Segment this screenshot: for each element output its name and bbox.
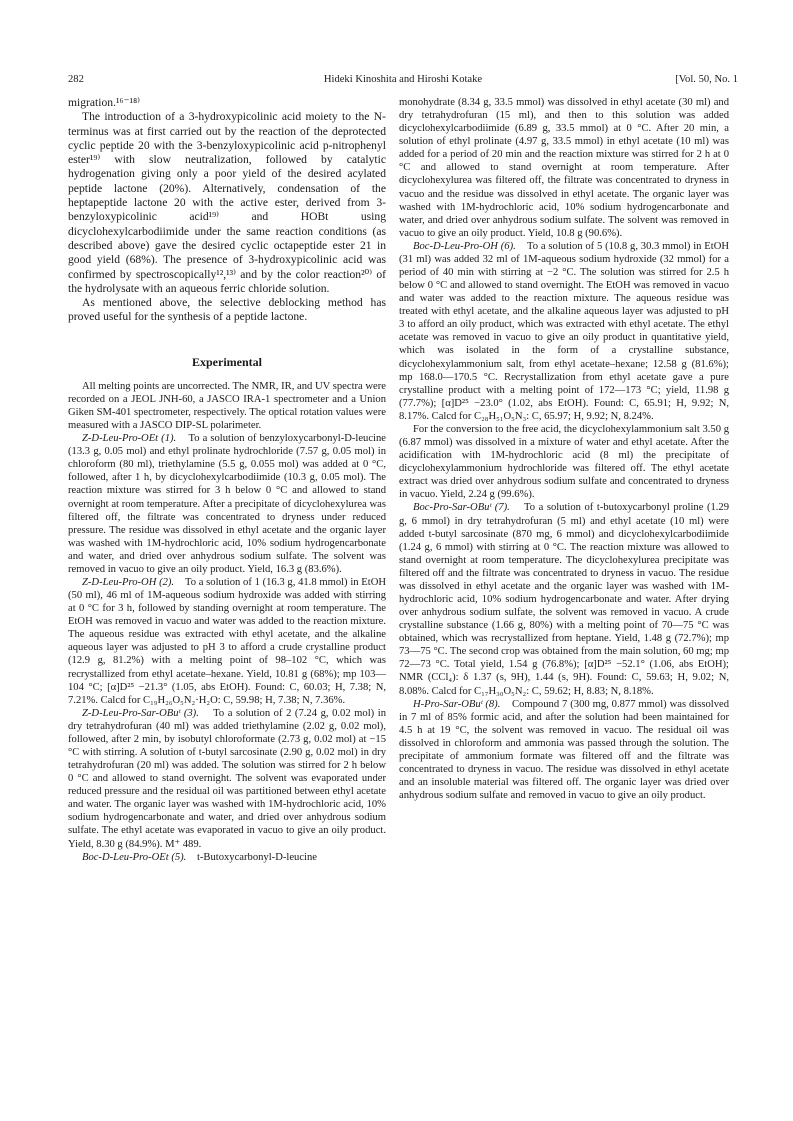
compound-1-text: To a solution of benzyloxycarbonyl-D-leucine (13.3 g, 0.05 mol) and ethyl prolinate hydrochloride (7.57 g, 0.05 mol) in chloroform (80 ml), triethylamine (5.5 g, 0.055 mol) was added at 0 °C, followed, after 1 h, by dicyclohexylcarbodiimide (10.3 g, 0.05 mol). The reaction mixture was stirred for 3 h below 0 °C and allowed to stand overnight at room temperature. After a precipitate of dicyclohexylurea was filtered off, the filtrate was concentrated to dryness under reduced pressure. The residue was dissolved in ethyl acetate and the organic layer was washed with 1M-hydrochloric acid, 10% sodium hydrogencarbonate and water, and dried over anhydrous sodium sulfate. The solvent was removed in vacuo to give an oily product. Yield, 16.3 g (83.6%). <box>68 433 386 575</box>
paragraph-free-acid-conversion: For the conversion to the free acid, the dicyclohexylammonium salt 3.50 g (6.87 mmol) was dissolved in a mixture of water and ethyl acetate. After the acidification with 1M-hydrochloric acid (8 ml) the precipitate of dicyclohexylammonium hydrochloride was filtered off. The ethyl acetate extract was dried over anhydrous sodium sulfate and concentrated to dryness in vacuo. Yield, 2.24 g (99.6%). <box>399 423 729 501</box>
compound-3-text: To a solution of 2 (7.24 g, 0.02 mol) in dry tetrahydrofuran (40 ml) was added triethylamine (2.02 g, 0.02 mol), followed, after 2 min, by isobutyl chloroformate (2.73 g, 0.02 mol) at −15 °C with stirring. A solution of t-butyl sarcosinate (2.90 g, 0.02 mol) in dry tetrahydrofuran (20 ml) was added. The solution was stirred for 2 h below 0 °C and allowed to stand overnight. The solvent was evaporated under reduced pressure and the residual oil was partitioned between ethyl acetate and water. The organic layer was washed with 1M-hydrochloric acid, 10% sodium hydrogencarbonate and water, and dried over anhydrous sodium sulfate. The ethyl acetate was evaporated in vacuo to give an oily product. Yield, 8.30 g (84.9%). M⁺ 489. <box>68 707 386 850</box>
left-column <box>68 96 386 864</box>
compound-3-title: Z-D-Leu-Pro-Sar-OBuᵗ (3). <box>82 707 199 719</box>
compound-6-text: To a solution of 5 (10.8 g, 30.3 mmol) in EtOH (31 ml) was added 32 ml of 1M-aqueous sodium hydroxide (32 mmol) for a period of 40 min with stirring at −2 °C. The solution was stirred for 2.5 h below 0 °C and allowed to stand overnight. The EtOH was removed in vacuo and water was added to the reaction mixture. The aqueous residue was treated with ethyl acetate, and the alkaline aqueous layer was adjusted to pH 3 to afford an oily product, which was extracted with ethyl acetate. The ethyl acetate was removed in vacuo to give an oily product in quantitative yield, which was isolated in the form of a crystalline substance, dicyclohexylammonium salt, from ethyl acetate–hexane; 12.58 g (81.6%); mp 168.0—170.5 °C. Recrystallization from ethyl acetate gave a pure crystalline product with a melting point of 172—173 °C; yield, 11.98 g (77.7%); [α]D²⁵ −23.0° (1.02, abs EtOH). Found: C, 65.91; H, 9.92; N, 8.17%. Calcd for C₂₈H₅₁O₅N₃: C, 65.97; H, 9.92; N, 8.24%. <box>399 240 730 422</box>
compound-5-continued: monohydrate (8.34 g, 33.5 mmol) was dissolved in ethyl acetate (30 ml) and dry tetrahydrofuran (15 ml), and then to this solution was added dicyclohexylcarbodiimide (6.89 g, 33.5 mmol) at 0 °C. After 20 min, a solution of ethyl prolinate (4.97 g, 33.5 mmol) in ethyl acetate (10 ml) was added for a period of 20 min and the reaction mixture was stirred for 2 h at 0 °C and allowed to stand overnight at room temperature. After dicyclohexylurea was filtered off, the filtrate was concentrated to dryness in vacuo and the residue was dissolved in ethyl acetate. The organic layer was washed with 1M-hydrochloric acid, 10% sodium hydrogencarbonate and water, and dried over anhydrous sodium sulfate. The solvent was removed in vacuo to give an oily product. Yield, 10.8 g (90.6%). <box>399 97 729 239</box>
compound-8-text: Compound 7 (300 mg, 0.877 mmol) was dissolved in 7 ml of 85% formic acid, and after the solution had been maintained for 4.5 h at 19 °C, the solvent was removed in vacuo. The residual oil was dissolved in chloroform and ammonia was passed through the solution. The precipitate of ammonium formate was filtered off and the filtrate was concentrated to dryness in vacuo. The residue was dissolved in ethyl acetate and an insoluble material was filtered off. The organic layer was dried over anhydrous sodium sulfate and removed in vacuo to give an oily product. <box>399 698 730 802</box>
running-header <box>68 73 738 87</box>
compound-5-entry <box>68 851 386 864</box>
compound-6-title: Boc-D-Leu-Pro-OH (6). <box>413 240 516 252</box>
compound-2-text: To a solution of 1 (16.3 g, 41.8 mmol) in EtOH (50 ml), 46 ml of 1M-aqueous sodium hydroxide was added with stirring at 0 °C for 3 h, followed by standing overnight at room temperature. The EtOH was removed in vacuo and water was added to the reaction mixture. The aqueous residue was extracted with ethyl acetate, and the alkaline aqueous layer was adjusted to pH 3 to afford a crude crystalline product (12.9 g, 81.2%) with a melting point of 98–102 °C, which was recrystallized from ethyl acetate–hexane. Yield, 10.81 g (68%); mp 103—104 °C; [α]D²⁵ −21.3° (1.05, abs EtOH). Found: C, 60.03; H, 7.38; N, 7.21%. Calcd for C₁₉H₂₆O₅N₂·H₂O: C, 59.98; H, 7.38; N, 7.36%. <box>68 577 386 706</box>
paragraph-migration: migration.¹⁶⁻¹⁸⁾ <box>68 96 140 109</box>
compound-2-entry <box>68 576 386 707</box>
paragraph-general-methods: All melting points are uncorrected. The NMR, IR, and UV spectra were recorded on a JEOL JNH-60, a JASCO IRA-1 spectrometer and a Union Giken SM-401 spectrometer, respectively. The optical rotation values were measured with a JASCO DIP-SL polarimeter. <box>68 380 386 432</box>
compound-3-entry <box>68 707 386 851</box>
discussion-text <box>68 96 386 325</box>
compound-1-entry <box>68 432 386 576</box>
compound-2-title: Z-D-Leu-Pro-OH (2). <box>82 577 175 588</box>
section-heading-experimental: Experimental <box>192 354 262 369</box>
journal-volume: [Vol. 50, No. 1 <box>675 74 738 85</box>
compound-6-entry <box>399 240 729 423</box>
compound-5-title: Boc-D-Leu-Pro-OEt (5). <box>82 851 187 863</box>
page-number: 282 <box>68 74 84 85</box>
compound-5-text: t-Butoxycarbonyl-D-leucine <box>196 851 317 863</box>
running-authors: Hideki Kinoshita and Hiroshi Kotake <box>323 74 483 85</box>
compound-7-text: To a solution of t-butoxycarbonyl proline (1.29 g, 6 mmol) in dry tetrahydrofuran (5 ml) and ethyl acetate (10 ml) were added t-butyl sarcosinate (870 mg, 6 mmol) and dicyclohexylcarbodiimide (1.24 g, 6 mmol) with stirring at 0 °C. The reaction mixture was allowed to stand overnight at room temperature. The dicyclohexylurea precipitate was filtered off and the filtrate was concentrated to dryness in vacuo. The residue was dissolved in ethyl acetate and the organic layer was washed with 1M-hydrochloric acid, 10% sodium hydrogencarbonate and water. After drying over anhydrous sodium sulfate, the solvent was removed in vacuo. A crude crystalline substance (1.66 g, 80%) with a melting point of 70—75 °C was obtained, which was recrystallized from heptane. Yield, 1.48 g (72.7%); mp 73—75 °C. The second crop was obtained from the main solution, 60 mg; mp 72—73 °C. Total yield, 1.54 g (76.8%); [α]D²⁵ −52.1° (1.06, abs EtOH); NMR (CCl₄): δ 1.37 (s, 9H), 1.44 (s, 9H). Found: C, 59.63; H, 9.02; N, 8.08%. Calcd for C₁₇H₃₀O₅N₂: C, 59.62; H, 8.83; N, 8.18%. <box>399 502 730 697</box>
compound-8-title: H-Pro-Sar-OBuᵗ (8). <box>413 698 501 710</box>
paragraph-introduction: The introduction of a 3-hydroxypicolinic acid moiety to the N-terminus was at first carried out by the reaction of the deprotected cyclic peptide 20 with the 3-benzyloxypicolinic acid p-nitrophenyl ester¹⁹⁾ with slow neutralization, followed by catalytic hydrogenation giving only a poor yield of the desired acylated peptide lactone (20%). Alternatively, condensation of the heptapeptide lactone 20 with the active ester, derived from 3-benzyloxypicolinic acid¹⁹⁾ and HOBt using dicyclohexylcarbodiimide under the same reaction conditions (as described above) gave the desired cyclic octapeptide ester 21 in good yield (68%). The presence of 3-hydroxypicolinic acid was confirmed by spectroscopically¹²,¹³⁾ and by the color reaction²⁰⁾ of the hydrolysate with an aqueous ferric chloride solution. <box>68 110 386 295</box>
compound-8-entry <box>399 698 729 803</box>
compound-7-title: Boc-Pro-Sar-OBuᵗ (7). <box>413 502 510 514</box>
paragraph-conclusion: As mentioned above, the selective deblocking method has proved useful for the synthesis of a peptide lactone. <box>68 296 386 324</box>
compound-1-title: Z-D-Leu-Pro-OEt (1). <box>82 433 177 445</box>
right-column <box>399 96 729 802</box>
compound-7-entry <box>399 501 729 697</box>
